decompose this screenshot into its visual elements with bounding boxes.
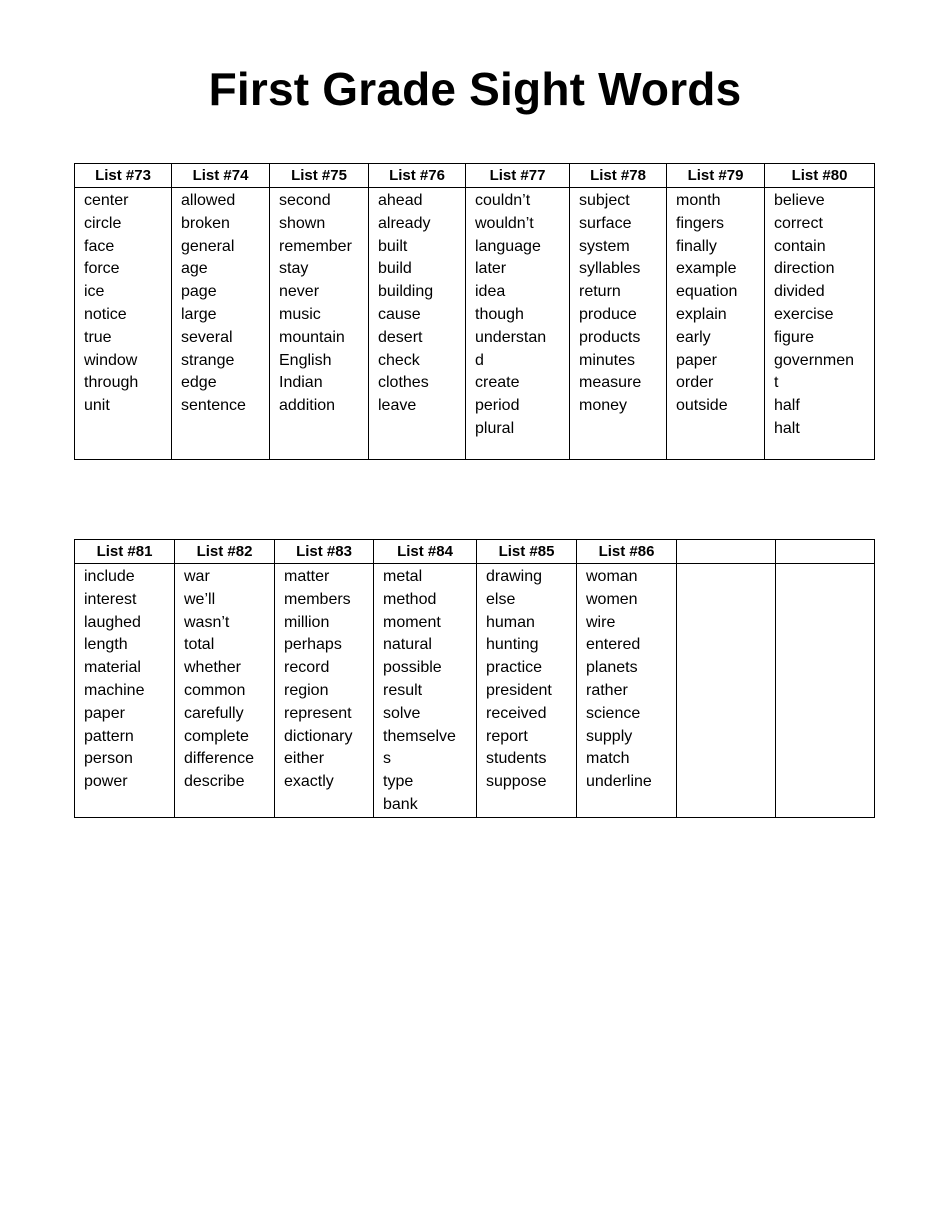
sight-word: mountain — [279, 328, 345, 346]
sight-word: build — [378, 260, 412, 278]
sight-word: describe — [184, 773, 245, 791]
column-header — [776, 540, 875, 564]
sight-word: wouldn’t — [475, 214, 534, 232]
sight-word: metal — [383, 568, 423, 585]
sight-word: governmen — [774, 351, 855, 369]
word-list-cell — [667, 188, 765, 460]
sight-word: wire — [586, 613, 616, 631]
column-header: List #79 — [667, 164, 765, 188]
sight-word: d — [475, 351, 484, 369]
sight-word: difference — [184, 750, 254, 768]
sight-word: natural — [383, 636, 432, 654]
sight-word: minutes — [579, 351, 636, 369]
sight-word: practice — [486, 659, 543, 677]
sight-word: through — [84, 374, 139, 392]
sight-word: allowed — [181, 192, 236, 209]
column-header: List #85 — [477, 540, 577, 564]
sight-word: ahead — [378, 192, 423, 209]
sight-word: leave — [378, 397, 417, 415]
sight-word: surface — [579, 214, 632, 232]
sight-word: underline — [586, 773, 652, 791]
sight-word: circle — [84, 214, 122, 232]
sight-word: building — [378, 283, 434, 301]
sight-word: dictionary — [284, 727, 353, 745]
sight-word: unit — [84, 397, 110, 415]
sight-word: length — [84, 636, 128, 654]
sight-word: clothes — [378, 374, 429, 392]
sight-word: record — [284, 659, 330, 677]
word-list-cell — [175, 564, 275, 818]
sight-word: laughed — [84, 613, 141, 631]
column-header: List #81 — [75, 540, 175, 564]
sight-word: method — [383, 590, 437, 608]
sight-word: divided — [774, 283, 825, 301]
header-row — [75, 540, 875, 564]
sight-word: include — [84, 568, 135, 585]
sight-word: machine — [84, 681, 145, 699]
sight-word: woman — [586, 568, 638, 585]
column-header: List #74 — [172, 164, 270, 188]
sight-word: month — [676, 192, 721, 209]
sight-word: region — [284, 681, 329, 699]
sight-word: center — [84, 192, 129, 209]
column-header: List #84 — [374, 540, 477, 564]
sight-word: paper — [676, 351, 717, 369]
sight-word: idea — [475, 283, 506, 301]
sight-word: built — [378, 237, 408, 255]
sight-word: common — [184, 681, 246, 699]
column-header: List #83 — [275, 540, 374, 564]
word-list-cell — [577, 564, 677, 818]
sight-word: edge — [181, 374, 217, 392]
sight-word: supply — [586, 727, 633, 745]
sight-word: broken — [181, 214, 230, 232]
sight-word: remember — [279, 237, 352, 255]
word-list-cell — [677, 564, 776, 818]
sight-word: planets — [586, 659, 638, 677]
sight-word: page — [181, 283, 217, 301]
sight-word: equation — [676, 283, 738, 301]
sight-word: possible — [383, 659, 442, 677]
sight-word: system — [579, 237, 630, 255]
word-list-cell — [172, 188, 270, 460]
sight-word: shown — [279, 214, 326, 232]
sight-word: solve — [383, 704, 421, 722]
sight-word: stay — [279, 260, 309, 278]
sight-word: order — [676, 374, 714, 392]
word-list-cell — [776, 564, 875, 818]
sight-word: finally — [676, 237, 717, 255]
sight-word: report — [486, 727, 528, 745]
sight-word: s — [383, 750, 391, 768]
sight-word: money — [579, 397, 628, 415]
sight-word: exercise — [774, 305, 834, 323]
sight-word: complete — [184, 727, 249, 745]
sight-word: person — [84, 750, 133, 768]
word-list-cell — [570, 188, 667, 460]
sight-word: explain — [676, 305, 727, 323]
sight-word: period — [475, 397, 520, 415]
sight-word: later — [475, 260, 507, 278]
sight-word: human — [486, 613, 535, 631]
sight-word: return — [579, 283, 621, 301]
sight-word: war — [184, 568, 210, 585]
sight-word: received — [486, 704, 547, 722]
sight-word: understan — [475, 328, 547, 346]
sight-word: second — [279, 192, 331, 209]
word-list-cell — [374, 564, 477, 818]
sight-words-table-1 — [74, 163, 875, 460]
word-list-cell — [477, 564, 577, 818]
sight-word: pattern — [84, 727, 134, 745]
sight-word: power — [84, 773, 128, 791]
sight-word: Indian — [279, 374, 323, 392]
sight-word: measure — [579, 374, 642, 392]
sight-words-table-2 — [74, 539, 875, 818]
column-header: List #82 — [175, 540, 275, 564]
sight-word: contain — [774, 237, 826, 255]
column-header: List #80 — [765, 164, 875, 188]
word-list-cell — [275, 564, 374, 818]
sight-word: figure — [774, 328, 815, 346]
sight-word: either — [284, 750, 325, 768]
sight-word: correct — [774, 214, 823, 232]
sight-word: total — [184, 636, 215, 654]
sight-word: matter — [284, 568, 330, 585]
sight-word: moment — [383, 613, 441, 631]
column-header: List #73 — [75, 164, 172, 188]
sight-word: halt — [774, 419, 800, 437]
header-row — [75, 164, 875, 188]
sight-word: whether — [184, 659, 241, 677]
words-row — [75, 188, 875, 460]
sight-word: ice — [84, 283, 105, 301]
sight-word: check — [378, 351, 420, 369]
column-header: List #86 — [577, 540, 677, 564]
sight-word: half — [774, 397, 800, 415]
sight-word: couldn’t — [475, 192, 531, 209]
sight-word: general — [181, 237, 235, 255]
sight-word: subject — [579, 192, 630, 209]
sight-word: direction — [774, 260, 835, 278]
sight-word: suppose — [486, 773, 547, 791]
column-header: List #75 — [270, 164, 369, 188]
sight-word: notice — [84, 305, 127, 323]
sight-word: syllables — [579, 260, 641, 278]
sight-word: result — [383, 681, 423, 699]
word-list-cell — [765, 188, 875, 460]
column-header: List #76 — [369, 164, 466, 188]
sight-word: example — [676, 260, 737, 278]
sight-word: music — [279, 305, 321, 323]
sight-word: match — [586, 750, 630, 768]
sight-word: wasn’t — [184, 613, 230, 631]
sight-word: represent — [284, 704, 352, 722]
sight-word: cause — [378, 305, 421, 323]
column-header: List #77 — [466, 164, 570, 188]
sight-word: produce — [579, 305, 637, 323]
sight-word: t — [774, 374, 779, 392]
sight-word: face — [84, 237, 115, 255]
column-header — [677, 540, 776, 564]
sight-word: English — [279, 351, 332, 369]
word-list-cell — [270, 188, 369, 460]
sight-word: type — [383, 773, 414, 791]
sight-word: plural — [475, 419, 515, 437]
sight-word: women — [586, 590, 638, 608]
word-list-cell — [369, 188, 466, 460]
sight-word: though — [475, 305, 524, 323]
sight-word: themselve — [383, 727, 456, 745]
sight-word: create — [475, 374, 520, 392]
page-title: First Grade Sight Words — [208, 63, 742, 115]
sight-word: early — [676, 328, 711, 346]
sight-word: age — [181, 260, 208, 278]
sight-word: material — [84, 659, 141, 677]
sight-word: interest — [84, 590, 137, 608]
sight-word: large — [181, 305, 217, 323]
sight-word: drawing — [486, 568, 543, 585]
sight-word: students — [486, 750, 547, 768]
sight-word: million — [284, 613, 330, 631]
sight-word: sentence — [181, 397, 246, 415]
word-list-cell — [75, 188, 172, 460]
sight-word: fingers — [676, 214, 725, 232]
sight-word: president — [486, 681, 552, 699]
sight-word: strange — [181, 351, 235, 369]
sight-word: believe — [774, 192, 825, 209]
sight-word: desert — [378, 328, 423, 346]
sight-word: several — [181, 328, 233, 346]
sight-word: we’ll — [184, 590, 216, 608]
sight-word: science — [586, 704, 641, 722]
sight-word: addition — [279, 397, 336, 415]
sight-word: language — [475, 237, 541, 255]
words-row — [75, 564, 875, 818]
sight-word: products — [579, 328, 641, 346]
sight-word: exactly — [284, 773, 334, 791]
sight-word: carefully — [184, 704, 244, 722]
sight-word: hunting — [486, 636, 539, 654]
word-list-cell — [466, 188, 570, 460]
sight-word: window — [84, 351, 138, 369]
sight-word: outside — [676, 397, 728, 415]
sight-word: force — [84, 260, 120, 278]
sight-word: bank — [383, 795, 418, 813]
sight-word: already — [378, 214, 431, 232]
sight-word: entered — [586, 636, 641, 654]
sight-word: else — [486, 590, 516, 608]
column-header: List #78 — [570, 164, 667, 188]
sight-word: perhaps — [284, 636, 342, 654]
sight-word: never — [279, 283, 320, 301]
sight-word: rather — [586, 681, 628, 699]
sight-word: members — [284, 590, 351, 608]
sight-word: paper — [84, 704, 125, 722]
sight-word: true — [84, 328, 112, 346]
word-list-cell — [75, 564, 175, 818]
